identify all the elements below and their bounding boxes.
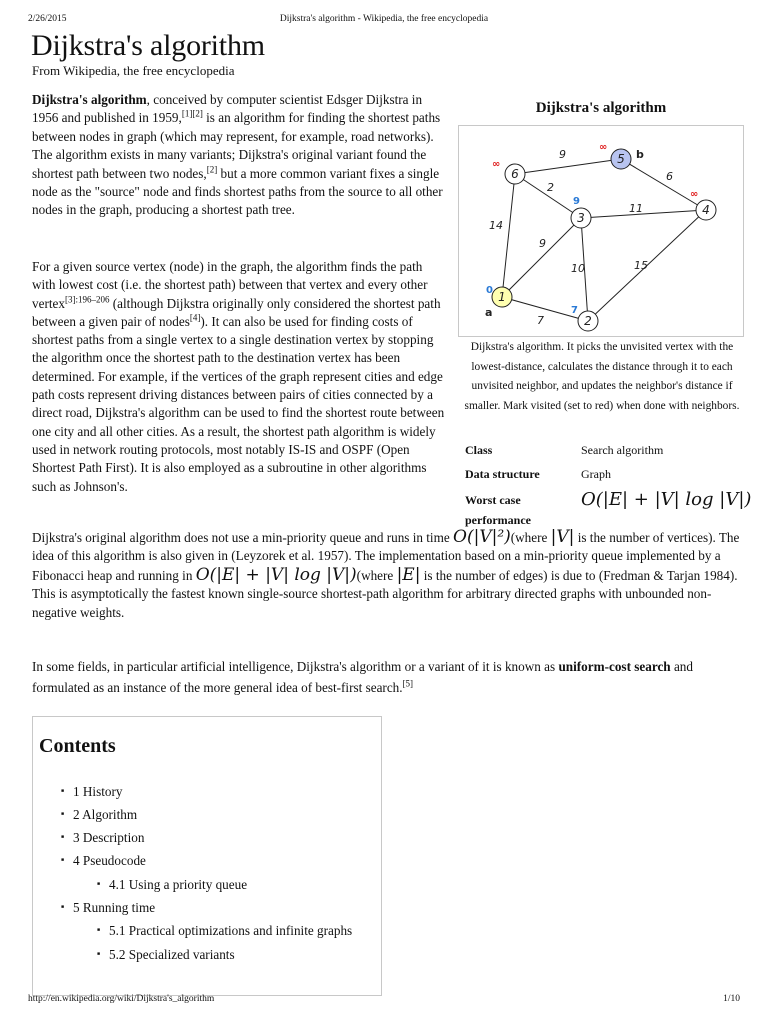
toc-title: Contents [39,735,116,757]
edge-6-5 [515,159,621,174]
ref-2[interactable]: [2] [206,164,218,175]
source-vertex-paragraph [32,258,445,496]
p4-text-2: and formulated as an instance of the more general idea of best-first search. [32,659,693,695]
weight-6-5: 9 [559,148,566,161]
print-header [28,14,740,28]
p2-text-1: For a given source vertex (node) in the graph, the algorithm finds the path with lowest cost (i.e. the shortest path) between that vertex and every other vertex [32,259,428,311]
weight-1-3: 9 [539,237,546,250]
ref-4[interactable]: [4] [189,312,201,323]
math-v: |V| [550,527,575,547]
print-page-number: 1/10 [723,994,740,1004]
node-1-label: 1 [498,290,506,304]
print-url: http://en.wikipedia.org/wiki/Dijkstra's_algorithm [28,994,215,1004]
node-4-label: 4 [702,203,710,217]
infobox-caption: Dijkstra's algorithm. It picks the unvisited vertex with the lowest-distance, calculates the distance through it to each unvisited neighbor, and updates the neighbor's distance if smaller. Mark visited (set to red) when done with neighbors. [464,341,740,412]
p3-text-1: Dijkstra's original algorithm does not use a min-priority queue and runs in time [32,530,454,545]
p4-text-1: In some fields, in particular artificial intelligence, Dijkstra's algorithm or a variant of it is known as [32,659,559,674]
intro-paragraph [32,91,445,220]
print-title: Dijkstra's algorithm - Wikipedia, the free encyclopedia [279,14,489,24]
p3-text-3: is the number of vertices). The idea of this algorithm is also given in (Leyzorek et al. 1957). The implementation based on a min-priority queue implemented by a Fibonacci heap and running in [32,530,740,583]
weight-3-4: 11 [629,202,643,215]
node-b-name: b [636,148,644,161]
p3-text-2: (where [510,530,551,545]
dist-6: ∞ [492,159,501,170]
dist-3: 9 [573,196,580,207]
infobox-value-data-structure[interactable]: Graph [581,467,611,481]
dist-1: 0 [486,285,493,296]
print-date: 2/26/2015 [28,14,67,24]
toc-item-priority-queue[interactable]: ■ 4.1 Using a priority queue [109,877,247,893]
node-a-name: a [485,306,493,319]
math-o-e-v-log-v: O(|E| + |V| log |V|) [195,564,357,585]
p2-text-3: ). It can also be used for finding costs of shortest paths from a single vertex to a single destination vertex by stopping the algorithm once the shortest path to the destination vertex has been determined. For example, if the vertices of the graph represent cities and edge path costs represent driving distances between pairs of cities connected by a direct road, Dijkstra's algorithm can be used to find the shortest route between one city and all other cities. As a result, the shortest path algorithm is widely used in network routing protocols, most notably IS-IS and OSPF (Open Shortest Path First). It is also employed as a subroutine in other algorithms such as Johnson's. [32,313,445,494]
infobox-value-worst-case: O(|E| + |V| log |V|) [581,489,752,510]
dijkstra-graph [459,126,743,336]
node-6-label: 6 [511,167,519,181]
edge-1-3 [502,218,581,297]
toc-item-pseudocode[interactable]: ■ 4 Pseudocode [73,853,146,869]
p3-text-5: is the number of edges) is due to (Fredman & Tarjan 1984). This is asymptotically the fastest known single-source shortest-path algorithm for arbitrary directed graphs with unbounded non-negative weights. [32,567,738,620]
infobox-key-worst-case: Worst case performance [465,493,531,527]
term-bold: Dijkstra's algorithm [32,92,147,107]
dist-4: ∞ [690,189,699,200]
p3-text-4: (where [356,567,397,583]
edge-3-4 [581,210,706,218]
toc-item-practical-optimizations[interactable]: ■ 5.1 Practical optimizations and infinite graphs [109,923,352,939]
weight-1-2: 7 [537,314,544,327]
dist-5: ∞ [599,142,608,153]
dist-2: 7 [571,305,578,316]
uniform-cost-paragraph [32,656,744,698]
node-3-label: 3 [577,211,585,225]
infobox-key-data-structure: Data structure [465,467,540,481]
print-footer [28,994,740,1008]
weight-6-3: 2 [547,181,554,194]
p1-text-2: is an algorithm for finding the shortest paths between nodes in graph (which may represent, for example, road networks). The algorithm exists in many variants; Dijkstra's original variant found the shortest path between two nodes, [32,110,441,181]
infobox-value-class[interactable]: Search algorithm [581,443,664,457]
math-o-v-squared: O(|V|²) [453,527,511,547]
ref-1-2[interactable]: [1][2] [181,109,203,120]
uniform-cost-term: uniform-cost search [558,659,671,674]
p2-text-2: (although Dijkstra originally only considered the shortest path between a given pair of nodes [32,295,441,329]
toc-item-running-time[interactable]: ■ 5 Running time [73,900,155,916]
toc-item-description[interactable]: ■ 3 Description [73,830,144,846]
infobox-graph-image[interactable] [458,125,744,337]
weight-5-4: 6 [666,170,673,183]
node-5-label: 5 [617,152,625,166]
toc-item-history[interactable]: ■ 1 History [73,784,122,800]
table-of-contents [32,716,382,996]
infobox-key-class: Class [465,443,493,457]
node-2-label: 2 [584,314,592,328]
complexity-paragraph [32,528,744,622]
article-title: Dijkstra's algorithm [31,29,265,62]
weight-3-2: 10 [571,262,585,275]
edge-6-1 [502,174,515,297]
toc-item-algorithm[interactable]: ■ 2 Algorithm [73,807,137,823]
weight-6-1: 14 [489,219,503,232]
infobox-title: Dijkstra's algorithm [535,100,667,116]
ref-5[interactable]: [5] [402,678,414,689]
article-subtitle: From Wikipedia, the free encyclopedia [32,63,235,78]
ref-3[interactable]: [3]:196–206 [64,294,110,305]
toc-item-specialized-variants[interactable]: ■ 5.2 Specialized variants [109,947,235,963]
p1-text-1: , conceived by computer scientist Edsger Dijkstra in 1956 and published in 1959, [32,92,423,126]
weight-2-4: 15 [634,259,648,272]
p1-text-3: but a more common variant fixes a single node as the "source" node and finds shortest paths from the source to all other nodes in the graph, producing a shortest path tree. [32,165,443,218]
math-e: |E| [396,564,421,585]
